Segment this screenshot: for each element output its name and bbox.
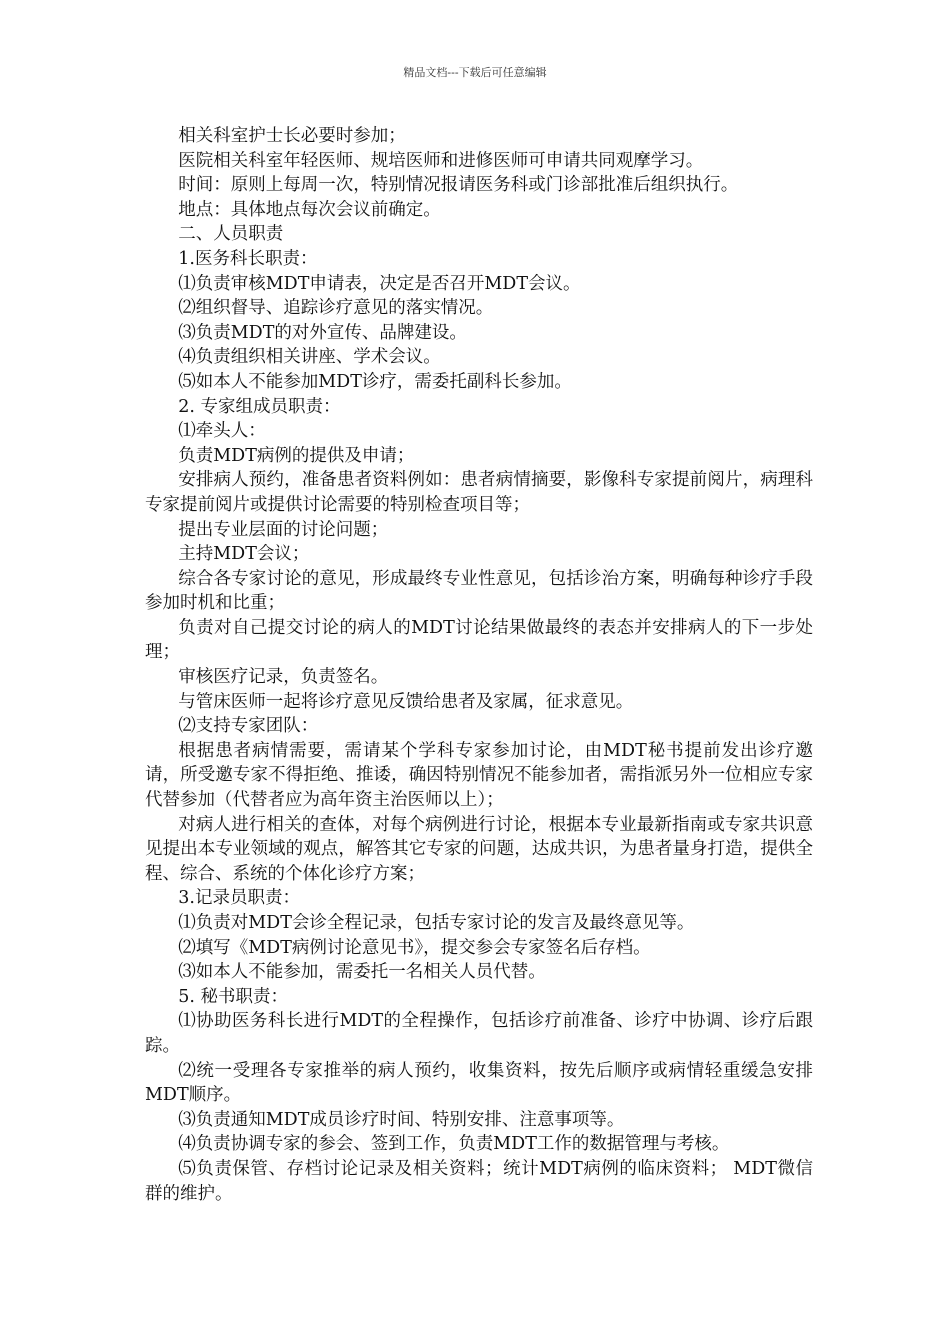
subsection-heading: 2. 专家组成员职责： bbox=[178, 396, 341, 417]
paragraph: 综合各专家讨论的意见，形成最终专业性意见，包括诊治方案，明确每种诊疗手段参加时机和比重； bbox=[145, 568, 813, 614]
paragraph: 负责对自己提交讨论的病人的MDT讨论结果做最终的表态并安排病人的下一步处理； bbox=[145, 617, 813, 663]
list-item: ⑵组织督导、追踪诊疗意见的落实情况。 bbox=[178, 298, 494, 319]
list-item: ⑶负责MDT的对外宣传、品牌建设。 bbox=[178, 322, 467, 343]
paragraph: 负责MDT病例的提供及申请； bbox=[178, 445, 415, 466]
page-header: 精品文档---下载后可任意编辑 bbox=[403, 66, 547, 79]
list-item: ⑶负责通知MDT成员诊疗时间、特别安排、注意事项等。 bbox=[178, 1109, 625, 1130]
paragraph: 对病人进行相关的查体，对每个病例进行讨论，根据本专业最新指南或专家共识意见提出本专业领域的观点，解答其它专家的问题，达成共识，为患者量身打造，提供全程、综合、系统的个体化诊疗方案； bbox=[145, 814, 813, 884]
subsection-heading: 5. 秘书职责： bbox=[178, 986, 289, 1007]
list-item: ⑴牵头人： bbox=[178, 421, 266, 442]
paragraph: 安排病人预约，准备患者资料例如：患者病情摘要，影像科专家提前阅片，病理科专家提前阅片或提供讨论需要的特别检查项目等； bbox=[145, 470, 813, 515]
section-heading: 二、人员职责 bbox=[178, 224, 284, 245]
subsection-heading: 1.医务科长职责： bbox=[178, 248, 318, 269]
list-item: ⑴协助医务科长进行MDT的全程操作，包括诊疗前准备、诊疗中协调、诊疗后跟踪。 bbox=[145, 1011, 813, 1056]
list-item: ⑴负责审核MDT申请表，决定是否召开MDT会议。 bbox=[178, 273, 581, 294]
list-item: ⑴负责对MDT会诊全程记录，包括专家讨论的发言及最终意见等。 bbox=[178, 913, 695, 933]
paragraph: 与管床医师一起将诊疗意见反馈给患者及家属，征求意见。 bbox=[178, 691, 634, 712]
paragraph: 根据患者病情需要，需请某个学科专家参加讨论，由MDT秘书提前发出诊疗邀请，所受邀专家不得拒绝、推诿，确因特别情况不能参加者，需指派另外一位相应专家代替参加（代替者应为高年资主治医师以上）； bbox=[145, 740, 813, 811]
list-item: ⑷负责协调专家的参会、签到工作，负责MDT工作的数据管理与考核。 bbox=[178, 1134, 730, 1155]
paragraph: 相关科室护士长必要时参加； bbox=[178, 126, 406, 146]
list-item: ⑵填写《MDT病例讨论意见书》，提交参会专家签名后存档。 bbox=[178, 937, 651, 958]
paragraph: 提出专业层面的讨论问题； bbox=[178, 519, 389, 540]
list-item: ⑵统一受理各专家推举的病人预约，收集资料，按先后顺序或病情轻重缓急安排MDT顺序。 bbox=[145, 1060, 813, 1106]
list-item: ⑶如本人不能参加，需委托一名相关人员代替。 bbox=[178, 962, 546, 983]
paragraph: 审核医疗记录，负责签名。 bbox=[178, 667, 389, 688]
paragraph: 时间：原则上每周一次，特别情况报请医务科或门诊部批准后组织执行。 bbox=[178, 175, 739, 196]
subsection-heading: 3.记录员职责： bbox=[178, 888, 300, 909]
paragraph: 医院相关科室年轻医师、规培医师和进修医师可申请共同观摩学习。 bbox=[178, 150, 704, 171]
list-item: ⑸负责保管、存档讨论记录及相关资料；统计MDT病例的临床资料； MDT微信群的维护。 bbox=[145, 1158, 813, 1204]
paragraph: 地点：具体地点每次会议前确定。 bbox=[178, 199, 441, 220]
list-item: ⑸如本人不能参加MDT诊疗，需委托副科长参加。 bbox=[178, 371, 572, 392]
paragraph: 主持MDT会议； bbox=[178, 544, 310, 565]
list-item: ⑷负责组织相关讲座、学术会议。 bbox=[178, 347, 441, 368]
document-body bbox=[145, 124, 813, 1206]
list-item: ⑵支持专家团队： bbox=[178, 716, 319, 737]
